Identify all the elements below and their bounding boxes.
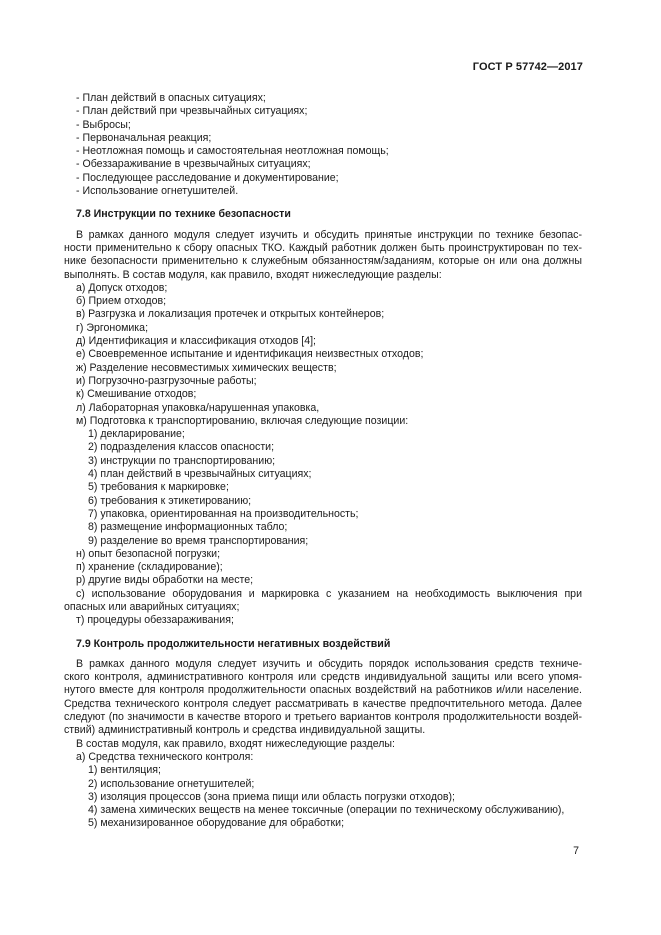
section-7-9-paragraph bbox=[64, 658, 582, 738]
paragraph-line: ствий) административный контроль и средства индивидуальной защиты. bbox=[64, 724, 426, 737]
list-item: с) использование оборудования и маркировка с указанием на необходимость выключения при bbox=[76, 587, 582, 600]
sub-list-item: 2) использование огнетушителей; bbox=[88, 777, 255, 790]
document-header: ГОСТ Р 57742—2017 bbox=[472, 61, 583, 73]
list-item: - Использование огнетушителей. bbox=[76, 185, 239, 198]
list-item: б) Прием отходов; bbox=[76, 295, 167, 308]
paragraph-line: В рамках данного модуля следует изучить и обсудить порядок использования средств техниче- bbox=[76, 657, 582, 670]
section-7-8-list bbox=[64, 282, 582, 628]
section-7-9-paragraph-2: В состав модуля, как правило, входят нижеследующие разделы: bbox=[76, 737, 395, 750]
list-item: и) Погрузочно-разгрузочные работы; bbox=[76, 374, 257, 387]
paragraph-line: ности применительно к сбору опасных ТКО. Каждый работник должен быть проинструктирован по тех- bbox=[64, 241, 582, 254]
sub-list-item: 1) вентиляция; bbox=[88, 764, 161, 777]
list-item: г) Эргономика; bbox=[76, 321, 149, 334]
sub-list-item: 5) требования к маркировке; bbox=[88, 481, 229, 494]
list-item: - Последующее расследование и документирование; bbox=[76, 171, 339, 184]
paragraph-line: Средства технического контроля следует рассматривать в качестве предпочтительного метода. Далее bbox=[64, 697, 582, 710]
sub-list-item: 4) замена химических веществ на менее токсичные (операции по техническому обслуживанию), bbox=[88, 804, 565, 817]
list-item: - Выбросы; bbox=[76, 118, 131, 131]
section-title-7-8: 7.8 Инструкции по технике безопасности bbox=[76, 208, 291, 221]
document-body bbox=[64, 92, 582, 831]
list-item: - Обеззараживание в чрезвычайных ситуациях; bbox=[76, 158, 311, 171]
list-item: р) другие виды обработки на месте; bbox=[76, 574, 254, 587]
paragraph-line: ского контроля, административного контроля или средств индивидуальной защиты или всего упомя- bbox=[64, 671, 582, 684]
sub-list-item: 5) механизированное оборудование для обработки; bbox=[88, 817, 345, 830]
paragraph-line: следуют (по значимости в качестве второго и третьего вариантов контроля продолжительности воздей- bbox=[64, 711, 582, 724]
paragraph-line: нике безопасности применительно к служебным обязанностям/заданиям, которые он или она должны bbox=[64, 255, 582, 268]
list-item: д) Идентификация и классификация отходов [4]; bbox=[76, 335, 316, 348]
sub-list-item: 1) декларирование; bbox=[88, 428, 185, 441]
paragraph-line: нутого вместе для контроля продолжительности опасных воздействий на работников и/или население. bbox=[64, 684, 582, 697]
list-item-continuation: опасных или аварийных ситуациях; bbox=[64, 600, 240, 613]
list-item: т) процедуры обеззараживания; bbox=[76, 614, 234, 627]
list-item: а) Средства технического контроля: bbox=[76, 750, 254, 763]
list-item: л) Лабораторная упаковка/нарушенная упаковка, bbox=[76, 401, 320, 414]
list-item: - Неотложная помощь и самостоятельная неотложная помощь; bbox=[76, 145, 389, 158]
list-item: е) Своевременное испытание и идентификация неизвестных отходов; bbox=[76, 348, 424, 361]
sub-list-item: 8) размещение информационных табло; bbox=[88, 521, 288, 534]
paragraph-line: В рамках данного модуля следует изучить и обсудить принятые инструкции по технике безопас- bbox=[76, 228, 582, 241]
list-item: п) хранение (складирование); bbox=[76, 561, 223, 574]
sub-list-item: 6) требования к этикетированию; bbox=[88, 494, 252, 507]
list-item: - Первоначальная реакция; bbox=[76, 131, 212, 144]
sub-list-item: 3) инструкции по транспортированию; bbox=[88, 454, 276, 467]
list-item: н) опыт безопасной погрузки; bbox=[76, 547, 221, 560]
sub-list-item: 7) упаковка, ориентированная на производительность; bbox=[88, 507, 359, 520]
sub-list-item: 3) изоляция процессов (зона приема пищи или область погрузки отходов); bbox=[88, 790, 455, 803]
sub-list-item: 9) разделение во время транспортирования; bbox=[88, 534, 309, 547]
sub-list-item: 4) план действий в чрезвычайных ситуациях; bbox=[88, 468, 312, 481]
list-item: к) Смешивание отходов; bbox=[76, 388, 197, 401]
list-item: в) Разгрузка и локализация протечек и открытых контейнеров; bbox=[76, 308, 385, 321]
intro-list bbox=[64, 92, 582, 198]
list-item: м) Подготовка к транспортированию, включая следующие позиции: bbox=[76, 414, 409, 427]
list-item: - План действий в опасных ситуациях; bbox=[76, 92, 266, 104]
paragraph-line: выполнять. В состав модуля, как правило, входят нижеследующие разделы: bbox=[64, 268, 442, 281]
list-item: - План действий при чрезвычайных ситуациях; bbox=[76, 105, 308, 118]
section-title-7-9: 7.9 Контроль продолжительности негативных воздействий bbox=[76, 637, 391, 650]
sub-list-item: 2) подразделения классов опасности; bbox=[88, 441, 275, 454]
page-number: 7 bbox=[573, 845, 579, 857]
list-item: ж) Разделение несовместимых химических веществ; bbox=[76, 361, 337, 374]
list-item: а) Допуск отходов; bbox=[76, 281, 168, 294]
section-7-8-paragraph bbox=[64, 229, 582, 282]
